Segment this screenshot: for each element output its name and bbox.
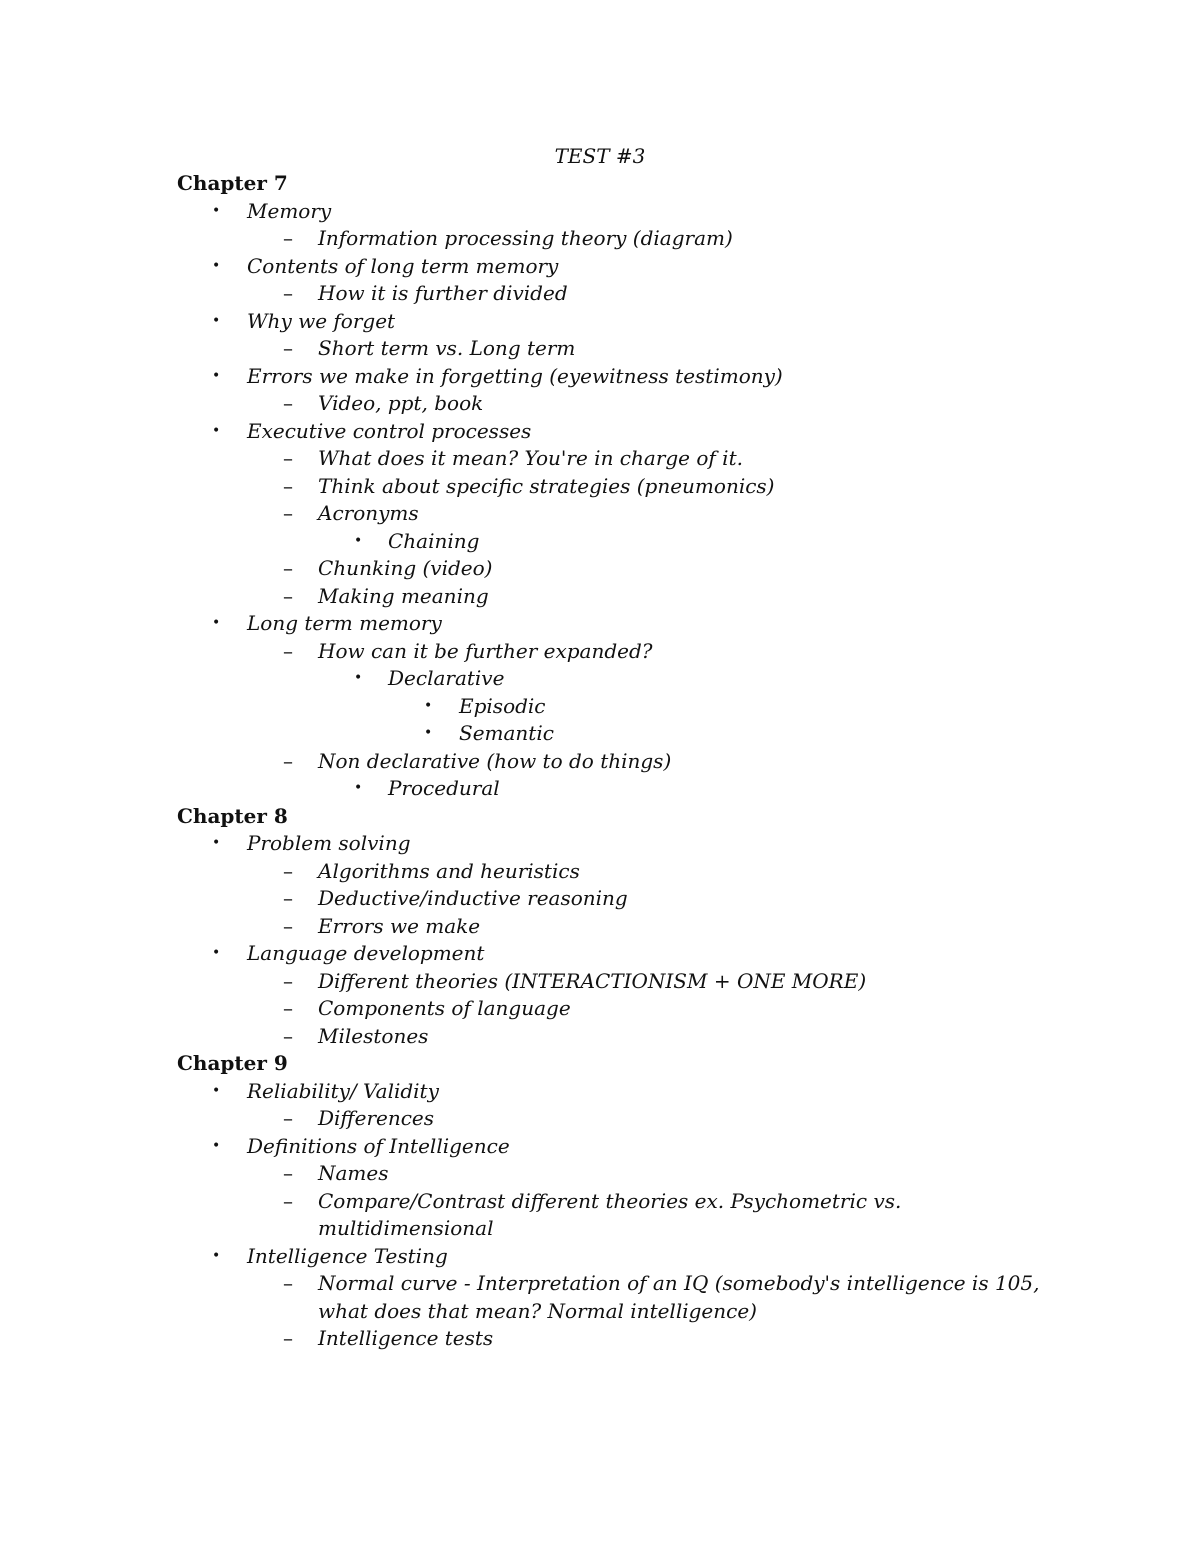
outline-item-text: Episodic (459, 693, 546, 718)
outline-item (0, 225, 1200, 253)
outline-item-text: what does that mean? Normal intelligence) (318, 1298, 757, 1323)
outline-item-text: Video, ppt, book (318, 391, 484, 415)
outline-item-text: Normal curve - Interpretation of an IQ (somebody's intelligence is 105, (318, 1271, 1040, 1295)
outline-item-text: Declarative (388, 666, 505, 690)
outline-item (0, 500, 1200, 528)
outline-item (0, 473, 1200, 501)
outline-item (0, 610, 1200, 638)
outline-item-text: Chunking (video) (318, 556, 493, 580)
chapter-heading: Chapter 9 (177, 1051, 288, 1075)
outline (0, 170, 1200, 1353)
outline-item-text: Semantic (459, 721, 554, 745)
outline-item-text: Executive control processes (247, 418, 532, 443)
outline-item-continuation (0, 1298, 1200, 1326)
outline-item (0, 720, 1200, 748)
outline-item (0, 363, 1200, 391)
outline-item (0, 1105, 1200, 1133)
outline-item-text: Information processing theory (diagram) (318, 226, 733, 250)
chapter-heading: Chapter 8 (177, 803, 288, 828)
bullet-icon: • (424, 725, 433, 741)
outline-item (0, 913, 1200, 941)
outline-item-text: Intelligence Testing (247, 1243, 448, 1268)
dash-icon: – (283, 391, 293, 415)
dash-icon: – (283, 1326, 293, 1350)
dash-icon: – (283, 501, 293, 525)
outline-item-text: Algorithms and heuristics (318, 858, 580, 883)
bullet-icon: • (212, 1137, 221, 1154)
bullet-icon: • (212, 422, 221, 439)
outline-item-text: Why we forget (247, 308, 396, 333)
outline-item (0, 1270, 1200, 1298)
outline-item-text: Errors we make in forgetting (eyewitness testimony) (247, 363, 783, 388)
dash-icon: – (283, 638, 293, 663)
outline-item (0, 693, 1200, 721)
dash-icon: – (283, 473, 293, 498)
outline-item-text: Deductive/inductive reasoning (318, 886, 628, 910)
bullet-icon: • (354, 532, 363, 549)
outline-item-text: Different theories (INTERACTIONISM + ONE MORE) (318, 968, 867, 993)
outline-item (0, 748, 1200, 776)
outline-item-text: How can it be further expanded? (318, 638, 653, 663)
bullet-icon: • (212, 257, 221, 274)
outline-item-text: Problem solving (247, 831, 411, 855)
dash-icon: – (283, 336, 293, 360)
outline-item (0, 198, 1200, 226)
bullet-icon: • (424, 697, 433, 714)
outline-item-text: Definitions of Intelligence (247, 1133, 510, 1158)
outline-item (0, 555, 1200, 583)
outline-item (0, 1133, 1200, 1161)
outline-item-text: How it is further divided (318, 281, 568, 305)
dash-icon: – (283, 583, 293, 608)
outline-item (0, 253, 1200, 281)
dash-icon: – (283, 968, 293, 993)
bullet-icon: • (354, 670, 363, 686)
bullet-icon: • (212, 202, 221, 219)
outline-item-text: Acronyms (318, 501, 419, 525)
outline-item (0, 1188, 1200, 1216)
outline-item-text: Reliability/ Validity (247, 1078, 439, 1103)
outline-item-text: What does it mean? You're in charge of it. (318, 446, 743, 470)
outline-item (0, 1160, 1200, 1188)
outline-item (0, 858, 1200, 886)
dash-icon: – (283, 1106, 293, 1130)
dash-icon: – (283, 281, 293, 305)
dash-icon: – (283, 996, 293, 1020)
outline-item (0, 940, 1200, 968)
outline-item (0, 1078, 1200, 1106)
outline-item-text: Intelligence tests (318, 1326, 494, 1350)
outline-item (0, 1243, 1200, 1271)
outline-item (0, 1325, 1200, 1353)
outline-item (0, 528, 1200, 556)
dash-icon: – (283, 1161, 293, 1185)
outline-item-text: Milestones (318, 1023, 429, 1048)
outline-item-text: Short term vs. Long term (318, 336, 576, 360)
dash-icon: – (283, 226, 293, 250)
outline-item-text: Making meaning (318, 583, 489, 608)
bullet-icon: • (212, 312, 221, 329)
outline-item-text: Contents of long term memory (247, 253, 559, 278)
outline-item (0, 775, 1200, 803)
outline-item-text: Language development (247, 941, 485, 965)
outline-item-text: Long term memory (247, 611, 442, 635)
chapter-heading: Chapter 7 (177, 171, 288, 195)
outline-item-text: Differences (318, 1106, 435, 1130)
bullet-icon: • (354, 780, 363, 796)
outline-item (0, 830, 1200, 858)
outline-item-text: Compare/Contrast different theories ex. Psychometric vs. (318, 1188, 902, 1213)
bullet-icon: • (212, 615, 221, 631)
outline-item-text: multidimensional (318, 1216, 494, 1240)
dash-icon: – (283, 1023, 293, 1048)
dash-icon: – (283, 446, 293, 470)
outline-item-text: Non declarative (how to do things) (318, 748, 672, 773)
outline-item (0, 638, 1200, 666)
outline-item-text: Think about specific strategies (pneumonics) (318, 473, 775, 498)
dash-icon: – (283, 748, 293, 773)
outline-item (0, 583, 1200, 611)
outline-item (0, 995, 1200, 1023)
outline-item-text: Names (318, 1161, 389, 1185)
outline-item (0, 968, 1200, 996)
bullet-icon: • (212, 945, 221, 961)
dash-icon: – (283, 556, 293, 580)
outline-item (0, 390, 1200, 418)
bullet-icon: • (212, 367, 221, 384)
outline-item (0, 418, 1200, 446)
outline-item (0, 335, 1200, 363)
dash-icon: – (283, 858, 293, 883)
document-title: TEST #3 (554, 144, 646, 168)
outline-item (0, 885, 1200, 913)
outline-item-text: Errors we make (318, 913, 481, 938)
outline-item (0, 308, 1200, 336)
outline-item-text: Procedural (388, 776, 500, 800)
outline-item-text: Chaining (388, 528, 480, 553)
outline-item (0, 1023, 1200, 1051)
dash-icon: – (283, 1271, 293, 1295)
outline-item-continuation (0, 1215, 1200, 1243)
outline-item (0, 665, 1200, 693)
bullet-icon: • (212, 1082, 221, 1099)
dash-icon: – (283, 886, 293, 910)
dash-icon: – (283, 1188, 293, 1213)
bullet-icon: • (212, 835, 221, 851)
outline-item-text: Components of language (318, 996, 571, 1020)
outline-item (0, 445, 1200, 473)
outline-item-text: Memory (247, 198, 332, 223)
outline-item (0, 280, 1200, 308)
bullet-icon: • (212, 1247, 221, 1264)
dash-icon: – (283, 913, 293, 938)
